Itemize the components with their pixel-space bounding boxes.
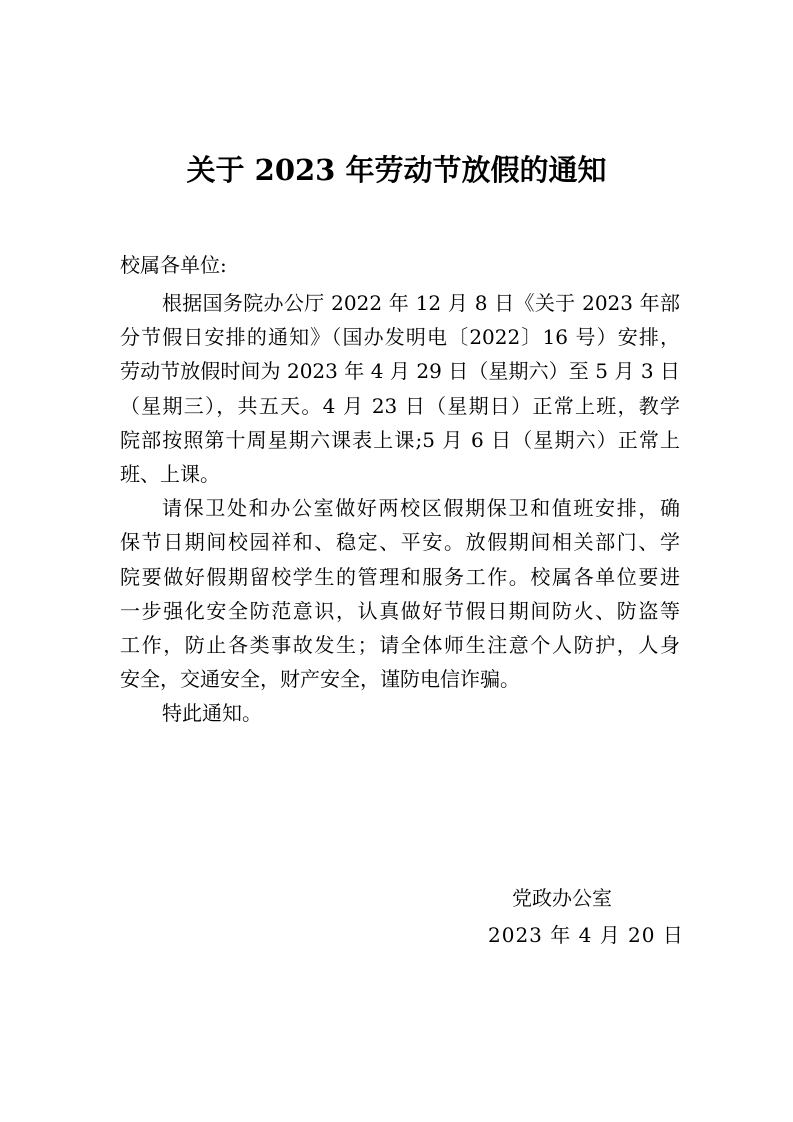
paragraph-line: 院要做好假期留校学生的管理和服务工作。校属各单位要进 bbox=[120, 564, 680, 589]
paragraph-line: 保节日期间校园祥和、稳定、平安。放假期间相关部门、学 bbox=[120, 530, 680, 555]
salutation: 校属各单位: bbox=[120, 253, 227, 277]
paragraph-line: 根据国务院办公厅 2022 年 12 月 8 日《关于 2023 年部 bbox=[162, 291, 680, 315]
paragraph-line: 院部按照第十周星期六课表上课;5 月 6 日（星期六）正常上 bbox=[120, 427, 680, 452]
paragraph-line: 分节假日安排的通知》（国办发明电〔2022〕16 号）安排， bbox=[120, 325, 680, 350]
signature-organization: 党政办公室 bbox=[512, 886, 612, 910]
paragraph-line: 一步强化安全防范意识，认真做好节假日期间防火、防盗等 bbox=[120, 598, 680, 623]
paragraph-line: 劳动节放假时间为 2023 年 4 月 29 日（星期六）至 5 月 3 日 bbox=[120, 359, 680, 384]
document-title: 关于 2023 年劳动节放假的通知 bbox=[186, 153, 607, 187]
paragraph-line: 班、上课。 bbox=[120, 461, 220, 486]
paragraph-line: （星期三），共五天。4 月 23 日（星期日）正常上班，教学 bbox=[120, 393, 680, 418]
paragraph-safety-arrangements bbox=[120, 491, 680, 696]
paragraph-line: 工作，防止各类事故发生；请全体师生注意个人防护，人身 bbox=[120, 632, 680, 657]
paragraph-line: 请保卫处和办公室做好两校区假期保卫和值班安排，确 bbox=[162, 496, 680, 521]
signature-date: 2023 年 4 月 20 日 bbox=[488, 923, 684, 947]
paragraph-line: 安全，交通安全，财产安全，谨防电信诈骗。 bbox=[120, 667, 520, 692]
paragraph-holiday-schedule bbox=[120, 286, 680, 491]
document-body bbox=[120, 286, 680, 730]
closing-line: 特此通知。 bbox=[162, 701, 262, 726]
